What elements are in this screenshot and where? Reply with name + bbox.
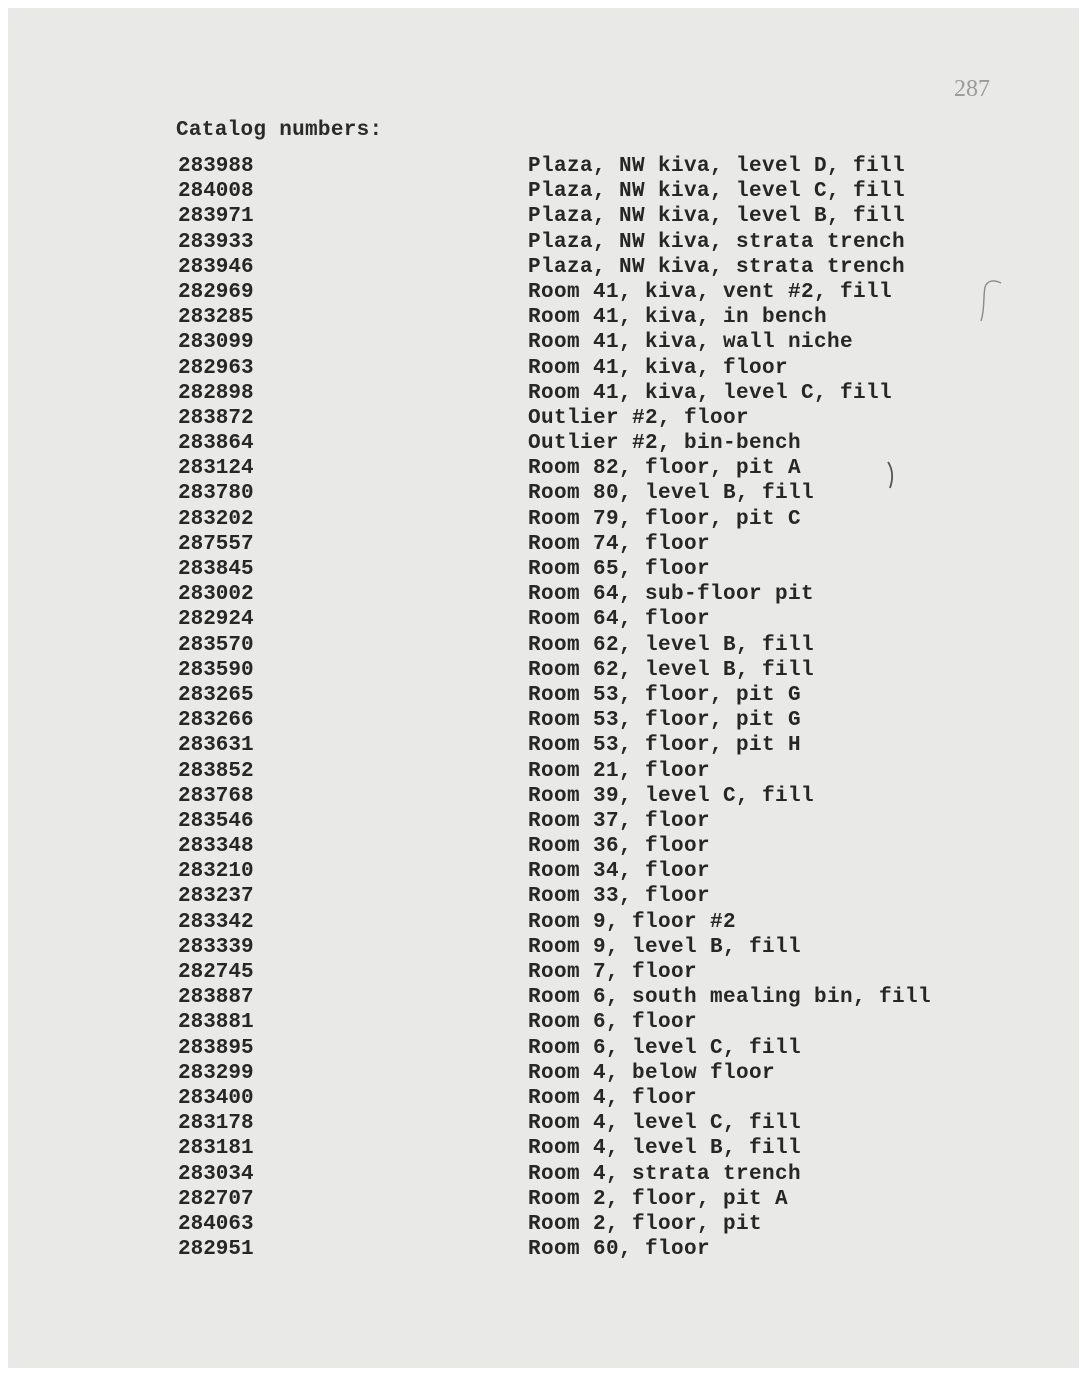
catalog-row (8, 330, 1079, 355)
catalog-row (8, 633, 1079, 658)
catalog-number: 283845 (178, 558, 254, 581)
catalog-number: 283852 (178, 759, 254, 783)
catalog-row (8, 1136, 1079, 1161)
catalog-location: Room 79, floor, pit C (528, 507, 802, 531)
catalog-row (8, 481, 1079, 506)
catalog-location: Room 53, floor, pit G (528, 683, 802, 707)
catalog-location: Room 65, floor (528, 558, 711, 581)
catalog-location: Room 21, floor (528, 759, 711, 783)
catalog-location: Room 74, floor (528, 532, 711, 556)
catalog-location: Outlier #2, bin-bench (528, 432, 802, 456)
catalog-location: Room 41, kiva, vent #2, fill (528, 280, 893, 304)
catalog-number: 283864 (178, 432, 254, 456)
catalog-row (8, 305, 1079, 330)
catalog-location: Room 9, floor #2 (528, 910, 737, 934)
catalog-row (8, 1061, 1079, 1086)
catalog-number: 282924 (178, 608, 254, 632)
catalog-number: 282707 (178, 1187, 254, 1211)
catalog-location: Room 2, floor, pit A (528, 1187, 789, 1211)
catalog-location: Room 64, floor (528, 608, 711, 632)
catalog-number: 283971 (178, 205, 254, 229)
catalog-location: Room 53, floor, pit H (528, 734, 802, 758)
catalog-number: 283546 (178, 809, 254, 833)
catalog-list (8, 154, 1079, 1262)
catalog-number: 284063 (178, 1212, 254, 1236)
catalog-row (8, 154, 1079, 179)
catalog-location: Room 7, floor (528, 961, 698, 984)
catalog-number: 282963 (178, 356, 254, 380)
catalog-number: 283570 (178, 633, 254, 657)
catalog-row (8, 1036, 1079, 1061)
catalog-number: 287557 (178, 532, 254, 556)
catalog-location: Room 4, floor (528, 1086, 698, 1110)
catalog-row (8, 809, 1079, 834)
catalog-location: Room 9, level B, fill (528, 935, 802, 959)
catalog-location: Room 4, level C, fill (528, 1112, 802, 1136)
catalog-number: 283266 (178, 709, 254, 733)
catalog-row (8, 507, 1079, 532)
catalog-location: Plaza, NW kiva, strata trench (528, 230, 906, 254)
catalog-row (8, 960, 1079, 985)
catalog-number: 283202 (178, 507, 254, 531)
catalog-number: 283946 (178, 255, 254, 279)
catalog-location: Room 41, kiva, in bench (528, 306, 828, 330)
catalog-number: 282745 (178, 961, 254, 984)
catalog-heading: Catalog numbers: (176, 119, 383, 142)
catalog-row (8, 859, 1079, 884)
catalog-location: Room 4, strata trench (528, 1162, 802, 1186)
catalog-location: Room 36, floor (528, 835, 711, 859)
catalog-row (8, 179, 1079, 204)
catalog-location: Room 41, kiva, floor (528, 356, 789, 380)
catalog-location: Plaza, NW kiva, strata trench (528, 255, 906, 279)
catalog-row (8, 1212, 1079, 1237)
catalog-location: Room 37, floor (528, 809, 711, 833)
catalog-number: 283181 (178, 1137, 254, 1161)
catalog-location: Room 6, floor (528, 1011, 698, 1035)
catalog-number: 283339 (178, 935, 254, 959)
catalog-row (8, 884, 1079, 909)
catalog-number: 283002 (178, 583, 254, 607)
catalog-number: 283210 (178, 860, 254, 884)
catalog-row (8, 1111, 1079, 1136)
catalog-row (8, 708, 1079, 733)
catalog-row (8, 255, 1079, 280)
catalog-location: Room 82, floor, pit A (528, 457, 802, 481)
catalog-row (8, 406, 1079, 431)
catalog-row (8, 1162, 1079, 1187)
catalog-location: Room 62, level B, fill (528, 658, 815, 682)
catalog-row (8, 683, 1079, 708)
catalog-location: Room 34, floor (528, 860, 711, 884)
catalog-number: 283285 (178, 306, 254, 330)
catalog-location: Room 80, level B, fill (528, 482, 815, 506)
catalog-location: Room 60, floor (528, 1238, 711, 1262)
catalog-row (8, 1187, 1079, 1212)
catalog-row (8, 456, 1079, 481)
catalog-number: 284008 (178, 180, 254, 204)
catalog-number: 283590 (178, 658, 254, 682)
document-page (8, 8, 1079, 1368)
catalog-row (8, 204, 1079, 229)
catalog-location: Room 33, floor (528, 885, 711, 909)
catalog-number: 282969 (178, 280, 254, 304)
catalog-row (8, 431, 1079, 456)
catalog-location: Plaza, NW kiva, level D, fill (528, 155, 906, 178)
catalog-number: 283400 (178, 1086, 254, 1110)
catalog-number: 283348 (178, 835, 254, 859)
catalog-number: 283124 (178, 457, 254, 481)
catalog-number: 283099 (178, 331, 254, 355)
catalog-number: 283034 (178, 1162, 254, 1186)
catalog-number: 283881 (178, 1011, 254, 1035)
catalog-location: Outlier #2, floor (528, 406, 750, 430)
catalog-location: Room 39, level C, fill (528, 784, 815, 808)
catalog-number: 283265 (178, 683, 254, 707)
catalog-row (8, 985, 1079, 1010)
catalog-location: Room 6, south mealing bin, fill (528, 986, 932, 1010)
catalog-number: 283768 (178, 784, 254, 808)
catalog-row (8, 733, 1079, 758)
catalog-row (8, 1010, 1079, 1035)
catalog-location: Room 64, sub-floor pit (528, 583, 815, 607)
catalog-row (8, 935, 1079, 960)
catalog-row (8, 532, 1079, 557)
catalog-location: Room 4, level B, fill (528, 1137, 802, 1161)
catalog-row (8, 658, 1079, 683)
catalog-row (8, 759, 1079, 784)
catalog-location: Room 41, kiva, wall niche (528, 331, 854, 355)
catalog-row (8, 834, 1079, 859)
catalog-number: 283342 (178, 910, 254, 934)
catalog-number: 283780 (178, 482, 254, 506)
catalog-number: 283933 (178, 230, 254, 254)
catalog-number: 283178 (178, 1112, 254, 1136)
catalog-location: Room 53, floor, pit G (528, 709, 802, 733)
catalog-location: Room 4, below floor (528, 1061, 776, 1085)
catalog-location: Plaza, NW kiva, level B, fill (528, 205, 906, 229)
catalog-row (8, 381, 1079, 406)
catalog-row (8, 582, 1079, 607)
catalog-row (8, 1086, 1079, 1111)
catalog-number: 283299 (178, 1061, 254, 1085)
catalog-row (8, 607, 1079, 632)
catalog-row (8, 910, 1079, 935)
catalog-number: 282951 (178, 1238, 254, 1262)
catalog-location: Room 2, floor, pit (528, 1212, 763, 1236)
catalog-number: 283872 (178, 406, 254, 430)
catalog-location: Plaza, NW kiva, level C, fill (528, 180, 906, 204)
catalog-number: 283887 (178, 986, 254, 1010)
catalog-location: Room 6, level C, fill (528, 1036, 802, 1060)
catalog-location: Room 62, level B, fill (528, 633, 815, 657)
catalog-row (8, 557, 1079, 582)
page-number: 287 (954, 76, 990, 102)
catalog-row (8, 784, 1079, 809)
catalog-number: 283631 (178, 734, 254, 758)
catalog-row (8, 230, 1079, 255)
catalog-number: 283988 (178, 155, 254, 178)
catalog-row (8, 1237, 1079, 1262)
catalog-row (8, 280, 1079, 305)
catalog-number: 283237 (178, 885, 254, 909)
catalog-location: Room 41, kiva, level C, fill (528, 381, 893, 405)
catalog-row (8, 356, 1079, 381)
catalog-number: 283895 (178, 1036, 254, 1060)
catalog-number: 282898 (178, 381, 254, 405)
